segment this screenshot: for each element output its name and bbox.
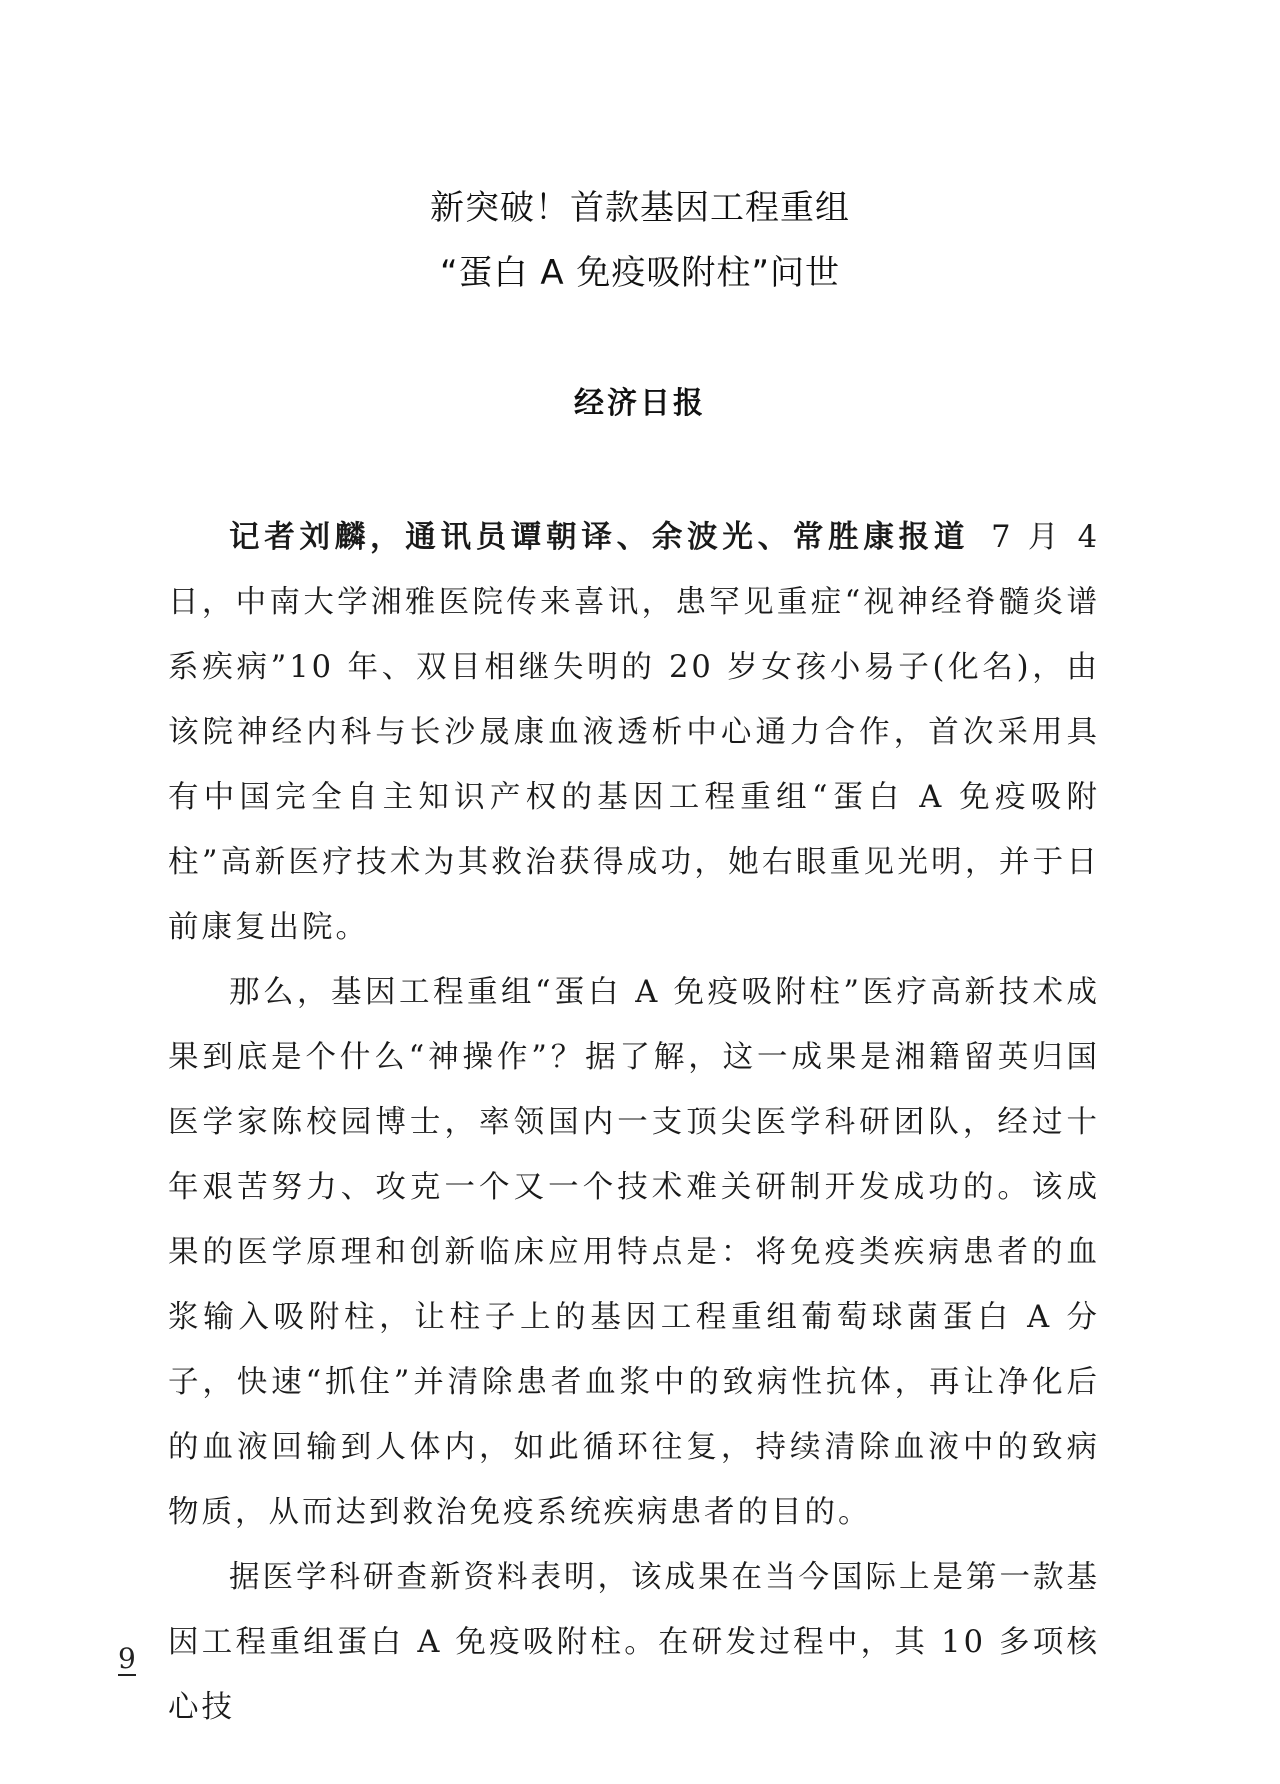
article-source: 经济日报 [574, 386, 706, 421]
page-number: 9 [118, 1642, 136, 1675]
paragraph-1-text: 7 月 4 日，中南大学湘雅医院传来喜讯，患罕见重症“视神经脊髓炎谱系疾病”10 年、双目相继失明的 20 岁女孩小易子(化名)，由该院神经内科与长沙晟康血液透析中心通力合作，首次采用具有中国完全自主知识产权的基因工程重组“蛋白 A 免疫吸附柱”高新医疗技术为其救治获得成功，她右眼重见光明，并于日前康复出院。 [168, 520, 1101, 945]
byline: 记者刘麟，通讯员谭朝译、余波光、常胜康报道 [229, 520, 970, 555]
paragraph-1 [168, 505, 1100, 960]
article-body [168, 505, 1100, 1740]
paragraph-2: 那么，基因工程重组“蛋白 A 免疫吸附柱”医疗高新技术成果到底是个什么“神操作”？据了解，这一成果是湘籍留英归国医学家陈校园博士，率领国内一支顶尖医学科研团队，经过十年艰苦努力、攻克一个又一个技术难关研制开发成功的。该成果的医学原理和创新临床应用特点是：将免疫类疾病患者的血浆输入吸附柱，让柱子上的基因工程重组葡萄球菌蛋白 A 分子，快速“抓住”并清除患者血浆中的致病性抗体，再让净化后的血液回输到人体内，如此循环往复，持续清除血液中的致病物质，从而达到救治免疫系统疾病患者的目的。 [168, 975, 1100, 1530]
article-title-line-1: 新突破！首款基因工程重组 [430, 188, 850, 228]
paragraph-3: 据医学科研查新资料表明，该成果在当今国际上是第一款基因工程重组蛋白 A 免疫吸附柱。在研发过程中，其 10 多项核心技 [168, 1560, 1100, 1725]
article-title-line-2: “蛋白 A 免疫吸附柱”问世 [439, 253, 841, 293]
